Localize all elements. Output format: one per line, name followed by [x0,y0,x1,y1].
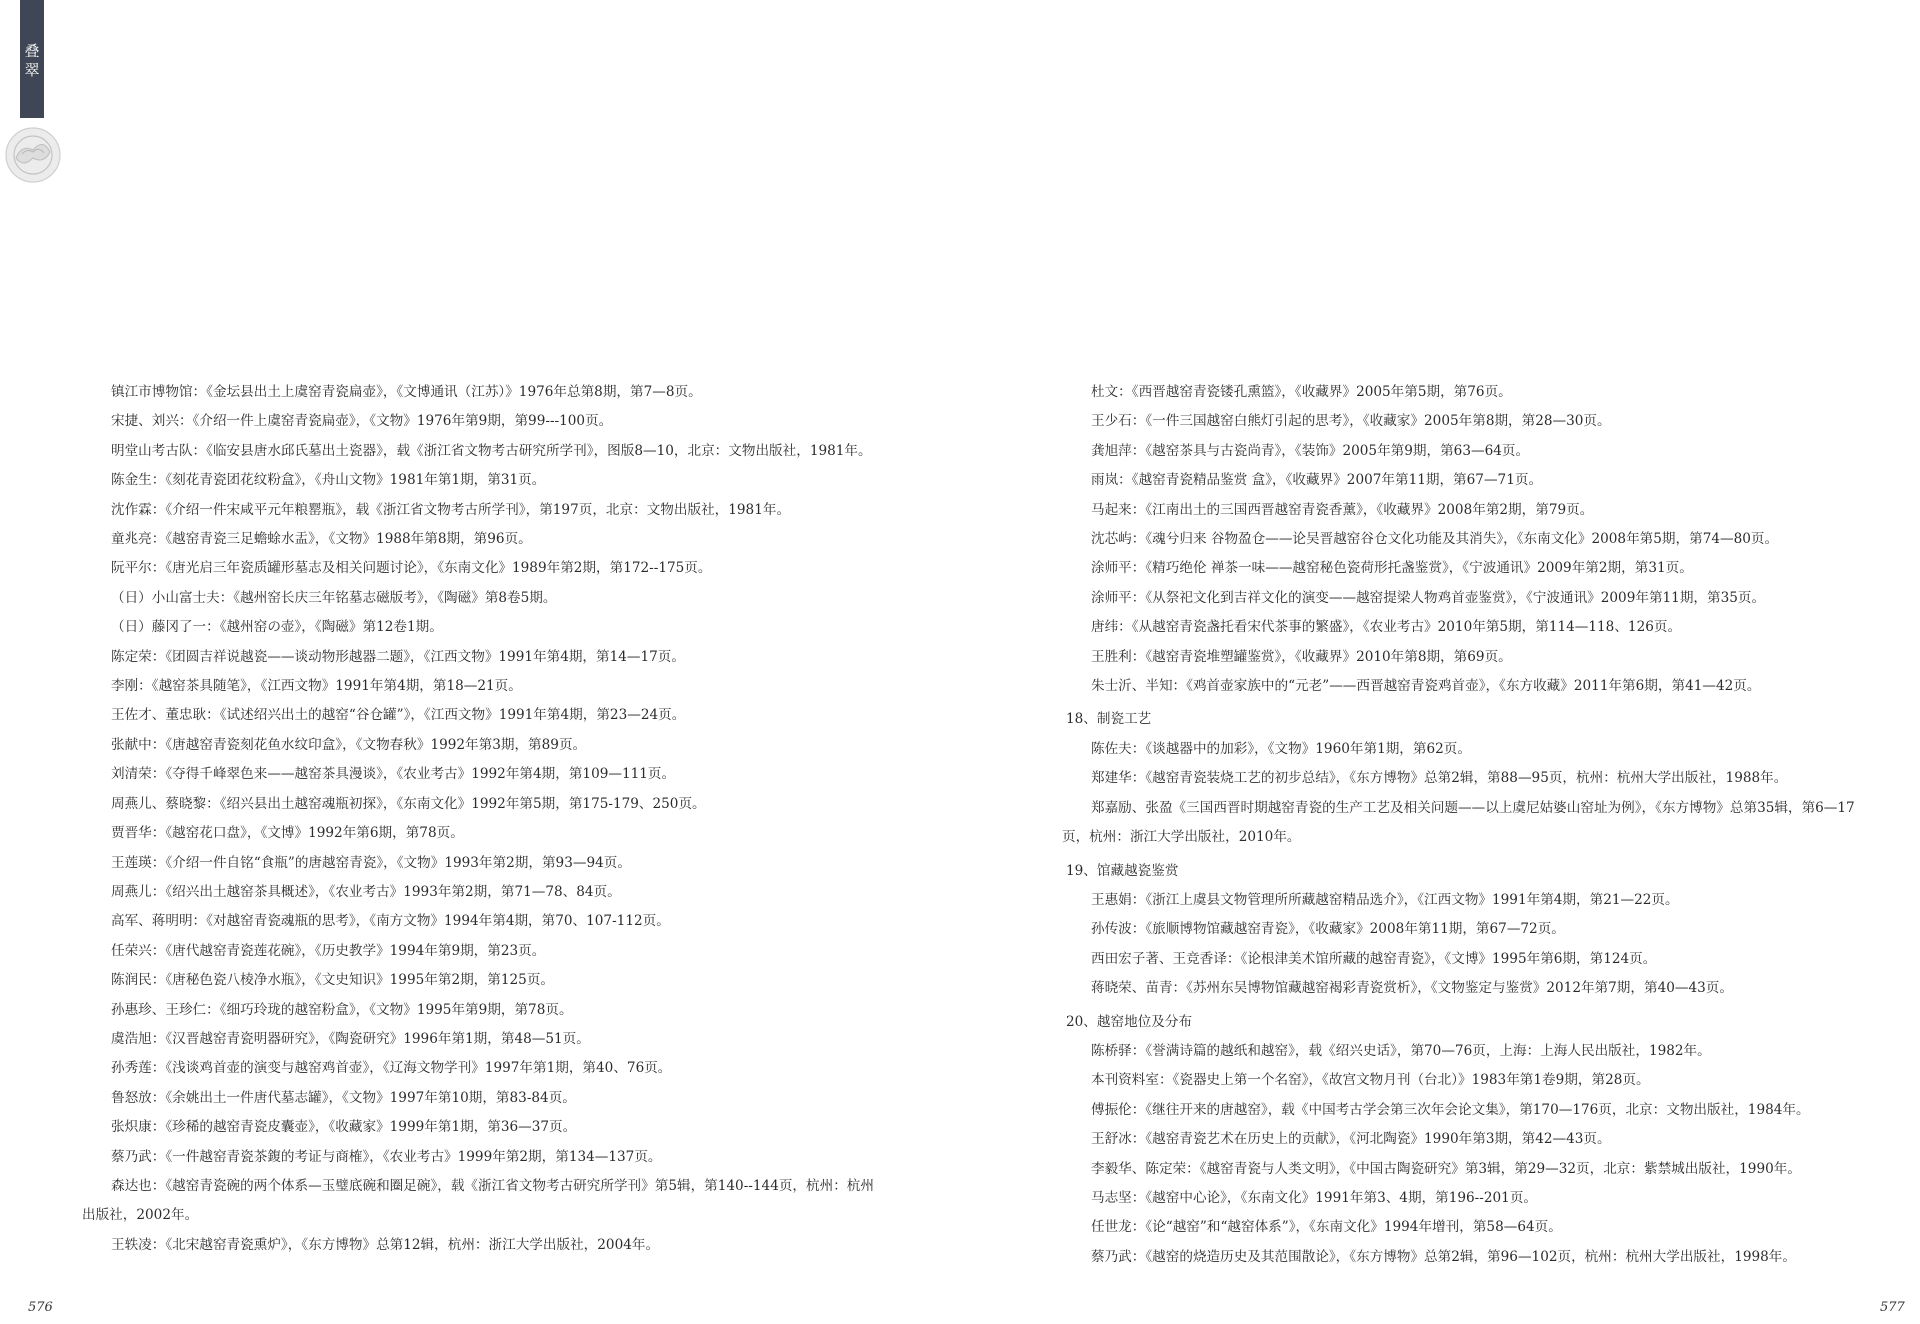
reference-entry: 王轶凌：《北宋越窑青瓷熏炉》，《东方博物》总第12辑，杭州：浙江大学出版社，2004年。 [111,1236,660,1253]
reference-entry: 马志坚：《越窑中心论》，《东南文化》1991年第3、4期，第196--201页。 [1091,1189,1538,1206]
reference-entry: 任世龙：《论“越窑”和“越窑体系”》，《东南文化》1994年增刊，第58—64页。 [1091,1219,1562,1236]
reference-entry: （日）藤冈了一：《越州窑の壶》，《陶磁》第12卷1期。 [111,619,443,636]
reference-entry: 王少石：《一件三国越窑白熊灯引起的思考》，《收藏家》2005年第8期，第28—30页。 [1091,413,1611,430]
page-number-right: 577 [1880,1300,1905,1315]
reference-entry: 高军、蒋明明：《对越窑青瓷魂瓶的思考》，《南方文物》1994年第4期，第70、107-112页。 [111,913,670,930]
reference-entry: 蔡乃武：《越窑的烧造历史及其范围散论》，《东方博物》总第2辑，第96—102页，杭州：杭州大学出版社，1998年。 [1091,1248,1796,1265]
reference-entry: 明堂山考古队：《临安县唐水邱氏墓出土瓷器》，载《浙江省文物考古研究所学刊》，图版8—10，北京：文物出版社，1981年。 [111,442,872,459]
reference-entry: 周燕儿：《绍兴出土越窑茶具概述》，《农业考古》1993年第2期，第71—78、84页。 [111,883,621,900]
reference-entry: 郑嘉励、张盈《三国西晋时期越窑青瓷的生产工艺及相关问题——以上虞尼姑婆山窑址为例》，《东方博物》总第35辑，第6—17页，杭州：浙江大学出版社，2010年。 [1062,799,1855,846]
reference-entry: 王舒冰：《越窑青瓷艺术在历史上的贡献》，《河北陶瓷》1990年第3期，第42—43页。 [1091,1131,1611,1148]
reference-entry: 张献中：《唐越窑青瓷刻花鱼水纹印盒》，《文物春秋》1992年第3期，第89页。 [111,736,587,753]
reference-entry: 刘清荣：《夺得千峰翠色来——越窑茶具漫谈》，《农业考古》1992年第4期，第109—111页。 [111,766,676,783]
reference-entry: 郑建华：《越窑青瓷装烧工艺的初步总结》，《东方博物》总第2辑，第88—95页，杭州：杭州大学出版社，1988年。 [1091,770,1788,787]
left-page-references [82,378,882,1260]
reference-entry: 朱士沂、半知：《鸡首壶家族中的“元老”——西晋越窑青瓷鸡首壶》，《东方收藏》2011年第6期，第41—42页。 [1091,678,1761,695]
section-heading-19: 19、馆藏越瓷鉴赏 [1066,862,1179,879]
reference-entry: 龚旭萍：《越窑茶具与古瓷尚青》，《装饰》2005年第9期，第63—64页。 [1091,442,1530,459]
reference-entry: 杜文：《西晋越窑青瓷镂孔熏篮》，《收藏界》2005年第5期，第76页。 [1091,384,1512,400]
reference-entry: 涂师平：《精巧绝伦 禅茶一味——越窑秘色瓷荷形托盏鉴赏》，《宁波通讯》2009年第2期，第31页。 [1091,560,1693,577]
reference-entry: 沈芯屿：《魂兮归来 谷物盈仓——论吴晋越窑谷仓文化功能及其消失》，《东南文化》2008年第5期，第74—80页。 [1091,531,1779,548]
reference-entry: 蔡乃武：《一件越窑青瓷茶鍑的考证与商榷》，《农业考古》1999年第2期，第134—137页。 [111,1148,662,1165]
reference-entry: 沈作霖：《介绍一件宋咸平元年粮罂瓶》，载《浙江省文物考古所学刊》，第197页，北京：文物出版社，1981年。 [111,501,791,518]
reference-entry: 王胜利：《越窑青瓷堆塑罐鉴赏》，《收藏界》2010年第8期，第69页。 [1091,648,1512,665]
reference-entry: 李刚：《越窑茶具随笔》，《江西文物》1991年第4期，第18—21页。 [111,678,522,695]
reference-entry: 孙惠珍、王珍仁：《细巧玲珑的越窑粉盒》，《文物》1995年第9期，第78页。 [111,1001,573,1018]
reference-entry: 王莲瑛：《介绍一件自铭“食瓶”的唐越窑青瓷》，《文物》1993年第2期，第93—94页。 [111,854,631,871]
reference-entry: 王惠娟：《浙江上虞县文物管理所所藏越窑精品选介》，《江西文物》1991年第4期，第21—22页。 [1091,891,1679,908]
side-tab [20,0,44,118]
reference-entry: 童兆亮：《越窑青瓷三足蟾蜍水盂》，《文物》1988年第8期，第96页。 [111,531,532,548]
reference-entry: 陈定荣：《团圆吉祥说越瓷——谈动物形越器二题》，《江西文物》1991年第4期，第14—17页。 [111,648,685,665]
reference-entry: 镇江市博物馆：《金坛县出土上虞窑青瓷扁壶》，《文博通讯（江苏）》1976年总第8期，第7—8页。 [111,384,702,400]
section-heading-20: 20、越窑地位及分布 [1066,1013,1193,1030]
reference-entry: 森达也：《越窑青瓷碗的两个体系—玉璧底碗和圈足碗》，载《浙江省文物考古研究所学刊》第5辑，第140--144页，杭州：杭州出版社，2002年。 [82,1177,874,1224]
reference-entry: 西田宏子著、王竞香译：《论根津美术馆所藏的越窑青瓷》，《文博》1995年第6期，第124页。 [1091,950,1657,967]
reference-entry: 宋捷、刘兴：《介绍一件上虞窑青瓷扁壶》，《文物》1976年第9期，第99---100页。 [111,413,613,430]
reference-entry: 马起来：《江南出土的三国西晋越窑青瓷香薰》，《收藏界》2008年第2期，第79页。 [1091,501,1594,518]
page-number-left: 576 [28,1300,53,1315]
reference-entry: 贾晋华：《越窑花口盘》，《文博》1992年第6期，第78页。 [111,825,464,842]
reference-entry: 陈桥驿：《誉满诗篇的越纸和越窑》，载《绍兴史话》，第70—76页，上海：上海人民出版社，1982年。 [1091,1042,1711,1059]
reference-entry: 蒋晓荣、苗青：《苏州东吴博物馆藏越窑褐彩青瓷赏析》，《文物鉴定与鉴赏》2012年第7期，第40—43页。 [1091,980,1733,997]
side-tab-char-2: 翠 [24,61,40,79]
reference-entry: 任荣兴：《唐代越窑青瓷莲花碗》，《历史教学》1994年第9期，第23页。 [111,942,546,959]
reference-entry: 阮平尔：《唐光启三年瓷质罐形墓志及相关问题讨论》，《东南文化》1989年第2期，第172--175页。 [111,560,712,577]
reference-entry: 陈金生：《刻花青瓷团花纹粉盒》，《舟山文物》1981年第1期，第31页。 [111,472,546,489]
reference-entry: 王佐才、董忠耿：《试述绍兴出土的越窑“谷仓罐”》，《江西文物》1991年第4期，第23—24页。 [111,707,686,724]
right-page-references [1062,378,1877,1272]
reference-entry: 孙传波：《旅顺博物馆藏越窑青瓷》，《收藏家》2008年第11期，第67—72页。 [1091,921,1565,938]
reference-entry: 雨岚：《越窑青瓷精品鉴赏 盒》，《收藏界》2007年第11期，第67—71页。 [1091,472,1543,489]
reference-entry: 李毅华、陈定荣：《越窑青瓷与人类文明》，《中国古陶瓷研究》第3辑，第29—32页，北京：紫禁城出版社，1990年。 [1091,1160,1801,1177]
reference-entry: 陈佐夫：《谈越器中的加彩》，《文物》1960年第1期，第62页。 [1091,740,1471,757]
reference-entry: 唐纬：《从越窑青瓷盏托看宋代茶事的繁盛》，《农业考古》2010年第5期，第114—118、126页。 [1091,619,1682,636]
reference-entry: 虞浩旭：《汉晋越窑青瓷明器研究》，《陶瓷研究》1996年第1期，第48—51页。 [111,1030,590,1047]
section-heading-18: 18、制瓷工艺 [1066,711,1152,728]
reference-entry: 鲁怒放：《余姚出土一件唐代墓志罐》，《文物》1997年第10期，第83-84页。 [111,1089,576,1106]
reference-entry: 张炽康：《珍稀的越窑青瓷皮囊壶》，《收藏家》1999年第1期，第36—37页。 [111,1119,577,1136]
cloud-ornament-icon [2,124,64,186]
side-tab-char-1: 叠 [24,42,40,60]
reference-entry: 傅振伦：《继往开来的唐越窑》，载《中国考古学会第三次年会论文集》，第170—176页，北京：文物出版社，1984年。 [1091,1101,1810,1118]
reference-entry: 陈润民：《唐秘色瓷八棱净水瓶》，《文史知识》1995年第2期，第125页。 [111,972,555,989]
reference-entry: （日）小山富士夫：《越州窑长庆三年铭墓志磁版考》，《陶磁》第8卷5期。 [111,589,557,606]
reference-entry: 本刊资料室：《瓷器史上第一个名窑》，《故宫文物月刊（台北）》1983年第1卷9期，第28页。 [1091,1072,1650,1089]
reference-entry: 涂师平：《从祭祀文化到吉祥文化的演变——越窑提梁人物鸡首壶鉴赏》，《宁波通讯》2009年第11期，第35页。 [1091,589,1766,606]
reference-entry: 周燕儿、蔡晓黎：《绍兴县出土越窑魂瓶初探》，《东南文化》1992年第5期，第175-179、250页。 [111,795,706,812]
reference-entry: 孙秀莲：《浅谈鸡首壶的演变与越窑鸡首壶》，《辽海文物学刊》1997年第1期，第40、76页。 [111,1060,672,1077]
